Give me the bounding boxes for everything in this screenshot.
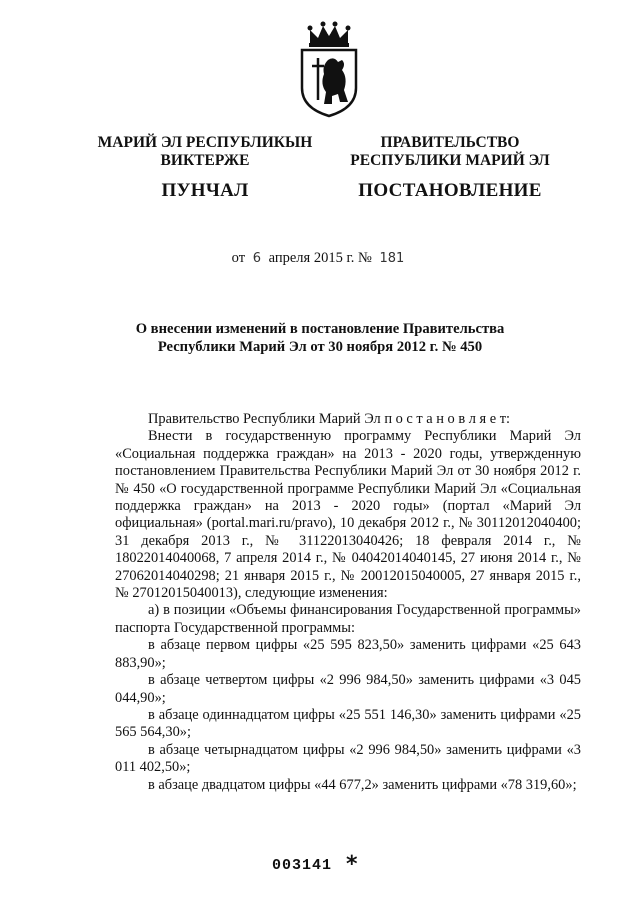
document-number: 181 [379, 251, 405, 266]
paragraph-change-4: в абзаце четырнадцатом цифры «2 996 984,50» заменить цифрами «3 011 402,50»; [115, 741, 581, 776]
title-line2: Республики Марий Эл от 30 ноября 2012 г. № 450 [157, 339, 483, 355]
date-prefix: от [231, 250, 246, 266]
date-month-year: апреля 2015 г. № [268, 250, 372, 266]
paragraph-change-5: в абзаце двадцатом цифры «44 677,2» заменить цифрами «78 319,60»; [148, 776, 577, 793]
paragraph-change-1: в абзаце первом цифры «25 595 823,50» заменить цифрами «25 643 883,90»; [115, 637, 581, 671]
header-left-line1: МАРИЙ ЭЛ РЕСПУБЛИКЫН [97, 134, 313, 151]
document-body [115, 411, 581, 794]
header-left-line2: ВИКТЕРЖЕ [160, 152, 250, 169]
serial-number: 003141 [272, 857, 333, 874]
header-right-line1: ПРАВИТЕЛЬСТВО [380, 134, 520, 151]
date-line [0, 250, 640, 267]
paragraph-main: Внести в государственную программу Республики Марий Эл «Социальная поддержка граждан» на 2013 - 2020 годы, утвержденную постановлением Правительства Республики Марий Эл от 30 ноября 2012 г. № 450 «О государственной программе Республики Марий Эл «Социальная поддержка граждан» на 2013 - 2020 годы» (портал «Марий Эл официальная» (portal.mari.ru/pravo), 10 декабря 2012 г., № 30112012040400; 31 декабря 2013 г., № 31122013040426; 18 февраля 2014 г., № 18022014040068, 7 апреля 2014 г., № 04042014040145, 27 июня 2014 г., № 27062014040298; 21 января 2015 г., № 20012015040005, 27 января 2015 г., № 27012015040013), следующие изменения: [115, 428, 581, 602]
header-right-doc-type: ПОСТАНОВЛЕНИЕ [358, 180, 542, 201]
header-right-line2: РЕСПУБЛИКИ МАРИЙ ЭЛ [350, 152, 550, 169]
header-left-block [80, 134, 330, 200]
document-title [80, 320, 560, 356]
star-mark: * [346, 852, 358, 877]
paragraph-change-3: в абзаце одиннадцатом цифры «25 551 146,30» заменить цифрами «25 565 564,30»; [115, 706, 581, 741]
date-day: 6 [252, 251, 261, 266]
title-line1: О внесении изменений в постановление Правительства [135, 321, 505, 337]
coat-of-arms-emblem [296, 18, 362, 118]
paragraph-change-2: в абзаце четвертом цифры «2 996 984,50» заменить цифрами «3 045 044,90»; [115, 672, 581, 706]
paragraph-preamble: Правительство Республики Марий Эл п о с т а н о в л я е т: [148, 411, 511, 427]
header-left-doc-type: ПУНЧАЛ [161, 180, 249, 201]
paragraph-item-a: а) в позиции «Объемы финансирования Государственной программы» паспорта Государственной программы: [115, 602, 581, 636]
header-right-block [345, 134, 555, 200]
